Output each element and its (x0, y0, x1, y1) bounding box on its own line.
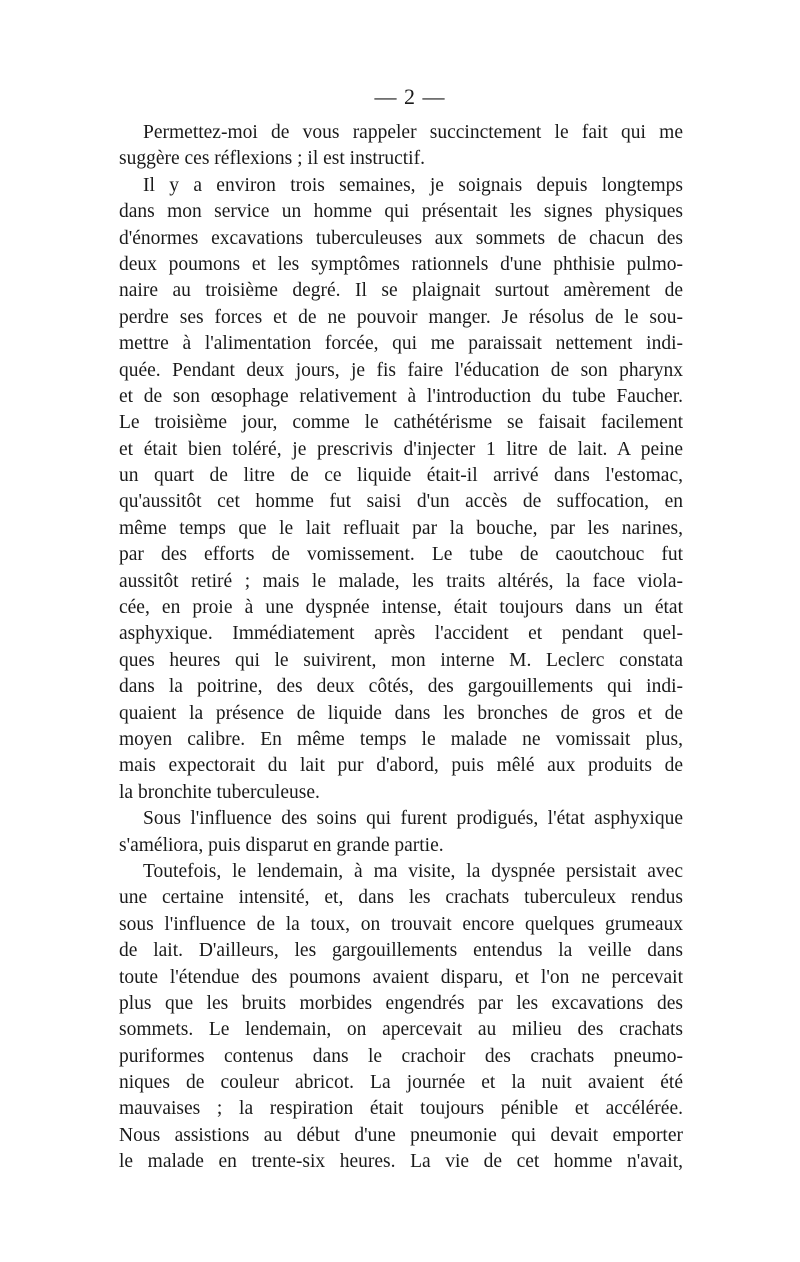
text-line: asphyxique. Immédiatement après l'accident et pendant quel- (119, 623, 683, 645)
text-line: Le troisième jour, comme le cathétérisme se faisait facilement (119, 412, 683, 434)
text-line: et de son œsophage relativement à l'introduction du tube Faucher. (119, 385, 683, 407)
text-line: un quart de litre de ce liquide était-il arrivé dans l'estomac, (119, 465, 683, 487)
text-line: et était bien toléré, je prescrivis d'injecter 1 litre de lait. A peine (119, 438, 683, 460)
text-line: une certaine intensité, et, dans les crachats tuberculeux rendus (119, 887, 683, 909)
text-line: par des efforts de vomissement. Le tube de caoutchouc fut (119, 544, 683, 566)
text-line: niques de couleur abricot. La journée et la nuit avaient été (119, 1072, 683, 1094)
text-line: cée, en proie à une dyspnée intense, était toujours dans un état (119, 597, 683, 619)
text-line: Nous assistions au début d'une pneumonie qui devait emporter (119, 1124, 683, 1146)
text-line: puriformes contenus dans le crachoir des crachats pneumo- (119, 1045, 683, 1067)
text-line: Toutefois, le lendemain, à ma visite, la dyspnée persistait avec (143, 860, 683, 882)
text-line: mais expectorait du lait pur d'abord, puis mêlé aux produits de (119, 755, 683, 777)
text-line: Sous l'influence des soins qui furent prodigués, l'état asphyxique (143, 808, 683, 830)
text-line: le malade en trente-six heures. La vie de cet homme n'avait, (119, 1151, 683, 1173)
text-line: qu'aussitôt cet homme fut saisi d'un accès de suffocation, en (119, 491, 683, 513)
text-line: même temps que le lait refluait par la bouche, par les narines, (119, 517, 683, 539)
text-line: de lait. D'ailleurs, les gargouillements entendus la veille dans (119, 940, 683, 962)
text-line: sous l'influence de la toux, on trouvait encore quelques grumeaux (119, 913, 683, 935)
text-line: aussitôt retiré ; mais le malade, les traits altérés, la face viola- (119, 570, 683, 592)
body-text (119, 120, 683, 1176)
text-line: naire au troisième degré. Il se plaignait surtout amèrement de (119, 280, 683, 302)
text-line: d'énormes excavations tuberculeuses aux sommets de chacun des (119, 227, 683, 249)
text-line: mauvaises ; la respiration était toujours pénible et accélérée. (119, 1098, 683, 1120)
text-line: plus que les bruits morbides engendrés par les excavations des (119, 992, 683, 1014)
text-line: ques heures qui le suivirent, mon interne M. Leclerc constata (119, 649, 683, 671)
text-line: Il y a environ trois semaines, je soignais depuis longtemps (143, 174, 683, 196)
text-line: moyen calibre. En même temps le malade ne vomissait plus, (119, 728, 683, 750)
page-number: — 2 — (374, 84, 446, 109)
text-line: s'améliora, puis disparut en grande partie. (119, 834, 444, 856)
text-line: sommets. Le lendemain, on apercevait au milieu des crachats (119, 1019, 683, 1041)
text-line: mettre à l'alimentation forcée, qui me paraissait nettement indi- (119, 333, 683, 355)
text-line: perdre ses forces et de ne pouvoir manger. Je résolus de le sou- (119, 306, 683, 328)
text-line: dans la poitrine, des deux côtés, des gargouillements qui indi- (119, 676, 683, 698)
text-line: suggère ces réflexions ; il est instructif. (119, 148, 425, 170)
text-line: quaient la présence de liquide dans les bronches de gros et de (119, 702, 683, 724)
text-line: deux poumons et les symptômes rationnels d'une phthisie pulmo- (119, 253, 683, 275)
text-line: quée. Pendant deux jours, je fis faire l'éducation de son pharynx (119, 359, 683, 381)
text-line: toute l'étendue des poumons avaient disparu, et l'on ne percevait (119, 966, 683, 988)
text-line: la bronchite tuberculeuse. (119, 781, 320, 803)
text-line: Permettez-moi de vous rappeler succinctement le fait qui me (143, 122, 683, 143)
text-line: dans mon service un homme qui présentait les signes physiques (119, 201, 683, 223)
